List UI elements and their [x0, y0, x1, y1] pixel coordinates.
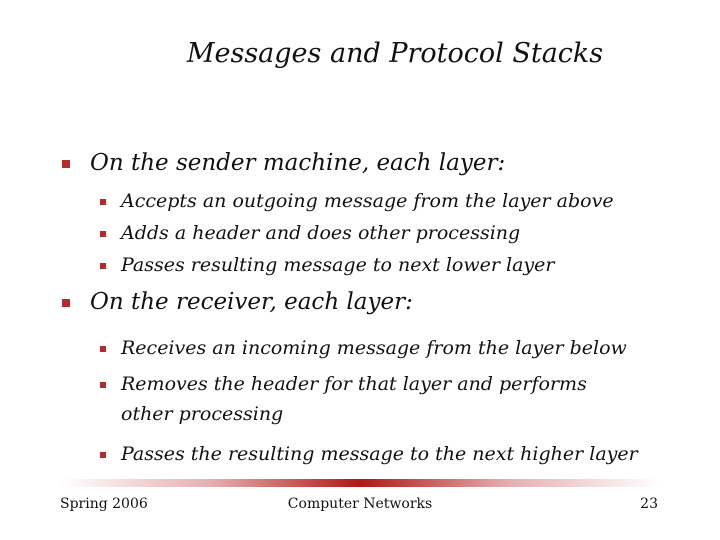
slide-title: Messages and Protocol Stacks	[186, 38, 604, 69]
bullet-text: Receives an incoming message from the layer below	[121, 337, 627, 359]
bullet-text: Adds a header and does other processing	[121, 222, 521, 244]
bullet-square-icon	[100, 382, 106, 388]
slide-number: 23	[640, 496, 658, 512]
footer-center-text: Computer Networks	[287, 496, 433, 512]
bullet-text: On the receiver, each layer:	[90, 289, 413, 315]
bullet-text: Passes the resulting message to the next higher layer	[121, 443, 638, 465]
bullet-text: On the sender machine, each layer:	[90, 150, 506, 176]
bullet-text: Removes the header for that layer and performs other processing	[121, 373, 587, 425]
footer-left-text: Spring 2006	[60, 496, 148, 512]
bullet-square-icon	[100, 452, 106, 458]
bullet-square-icon	[100, 231, 106, 237]
bullet-square-icon	[100, 346, 106, 352]
bullet-square-icon	[62, 299, 70, 307]
footer-divider	[60, 479, 660, 487]
bullet-text: Accepts an outgoing message from the layer above	[121, 190, 614, 212]
bullet-text: Passes resulting message to next lower layer	[121, 254, 555, 276]
bullet-square-icon	[62, 160, 70, 168]
bullet-square-icon	[100, 263, 106, 269]
bullet-square-icon	[100, 199, 106, 205]
